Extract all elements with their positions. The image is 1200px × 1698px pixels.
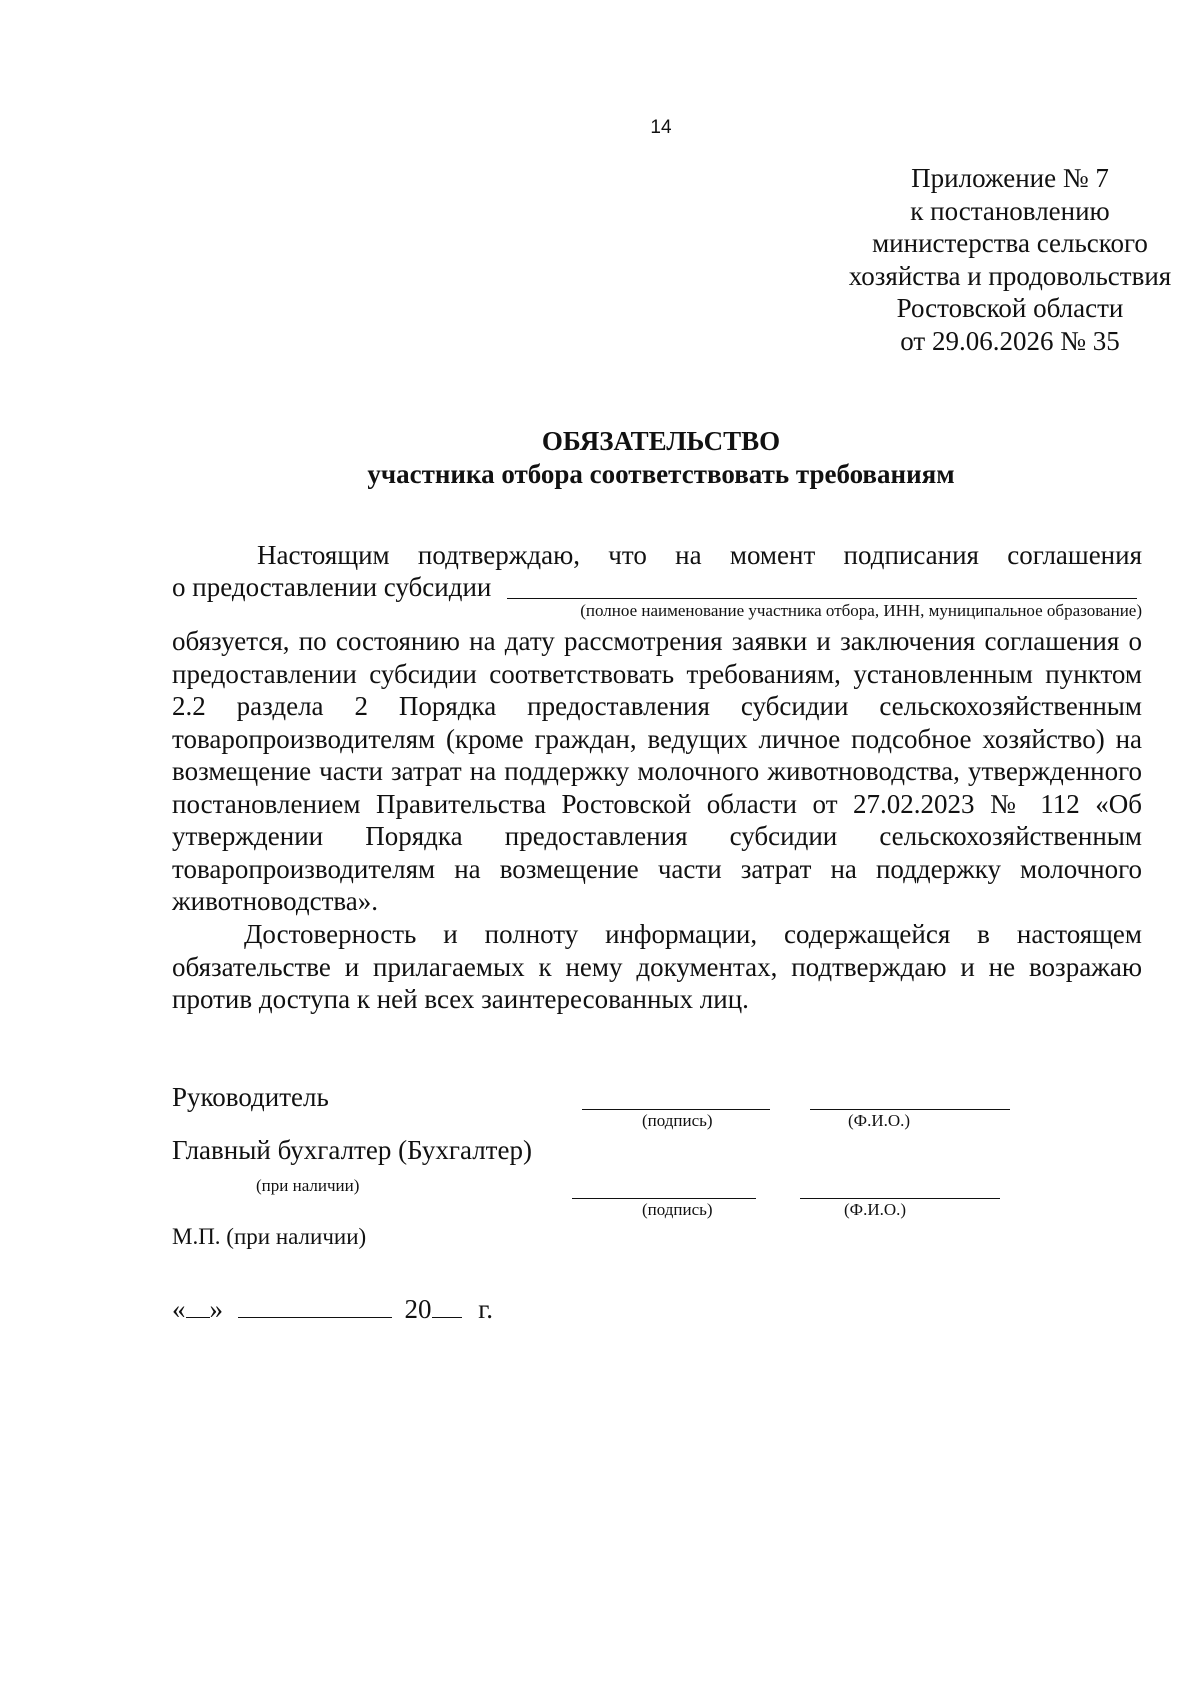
name-hint: (Ф.И.О.)	[848, 1111, 911, 1130]
participant-field-hint: (полное наименование участника отбора, ИНН, муниципальное образование)	[580, 601, 1142, 620]
paragraph-1-first-line: Настоящим подтверждаю, что на момент подписания соглашения	[257, 540, 1142, 570]
head-label: Руководитель	[172, 1082, 329, 1112]
appendix-line: Ростовской области	[896, 293, 1124, 323]
page-number: 14	[650, 117, 672, 138]
participant-name-field[interactable]	[507, 598, 1137, 599]
year-field[interactable]	[432, 1293, 462, 1318]
appendix-line: от 29.06.2026 № 35	[900, 325, 1120, 356]
stamp-label: М.П. (при наличии)	[172, 1224, 367, 1249]
chief-accountant-label: Главный бухгалтер (Бухгалтер)	[172, 1135, 532, 1165]
accountant-signature-field[interactable]	[572, 1198, 756, 1199]
if-available-hint: (при наличии)	[256, 1176, 360, 1195]
appendix-reference	[780, 162, 1200, 357]
name-hint: (Ф.И.О.)	[844, 1200, 907, 1219]
signature-hint: (подпись)	[642, 1111, 713, 1130]
signature-hint: (подпись)	[642, 1200, 713, 1219]
close-quote: »	[209, 1294, 223, 1324]
appendix-line: Приложение № 7	[911, 163, 1109, 193]
paragraph-2-text: Достоверность и полноту информации, содержащейся в настоящем обязательстве и прилагаемых к нему документах, подтверждаю и не возражаю против доступа к ней всех заинтересованных лиц.	[172, 919, 1142, 1014]
month-field[interactable]	[238, 1293, 392, 1318]
document-title: ОБЯЗАТЕЛЬСТВО	[541, 426, 781, 456]
head-name-field[interactable]	[810, 1109, 1010, 1110]
paragraph-1-body	[172, 625, 1142, 918]
head-signature-field[interactable]	[582, 1109, 770, 1110]
day-field[interactable]	[186, 1293, 210, 1318]
paragraph-1-text: обязуется, по состоянию на дату рассмотрения заявки и заключения соглашения о предоставлении субсидии соответствовать требованиям, установленным пунктом 2.2 раздела 2 Порядка предоставления субсидии сельскохозяйственным товаропроизводителям (кроме граждан, ведущих личное подсобное хозяйство) на возмещение части затрат на поддержку молочного животноводства, утвержденного постановлением Правительства Ростовской области от 27.02.2023 № 112 «Об утверждении Порядка предоставления субсидии сельскохозяйственным товаропроизводителям на возмещение части затрат на поддержку молочного животноводства».	[172, 626, 1142, 916]
date-row	[172, 1293, 493, 1326]
paragraph-1-second-line: о предоставлении субсидии	[172, 572, 492, 602]
year-prefix: 20	[404, 1294, 432, 1324]
accountant-name-field[interactable]	[800, 1198, 1000, 1199]
paragraph-2	[172, 918, 1142, 1016]
appendix-line: хозяйства и продовольствия	[848, 260, 1172, 291]
appendix-line: министерства сельского	[872, 228, 1148, 258]
year-suffix: г.	[478, 1294, 494, 1324]
appendix-line: к постановлению	[910, 195, 1110, 226]
document-subtitle: участника отбора соответствовать требованиям	[367, 459, 955, 489]
open-quote: «	[172, 1294, 186, 1324]
